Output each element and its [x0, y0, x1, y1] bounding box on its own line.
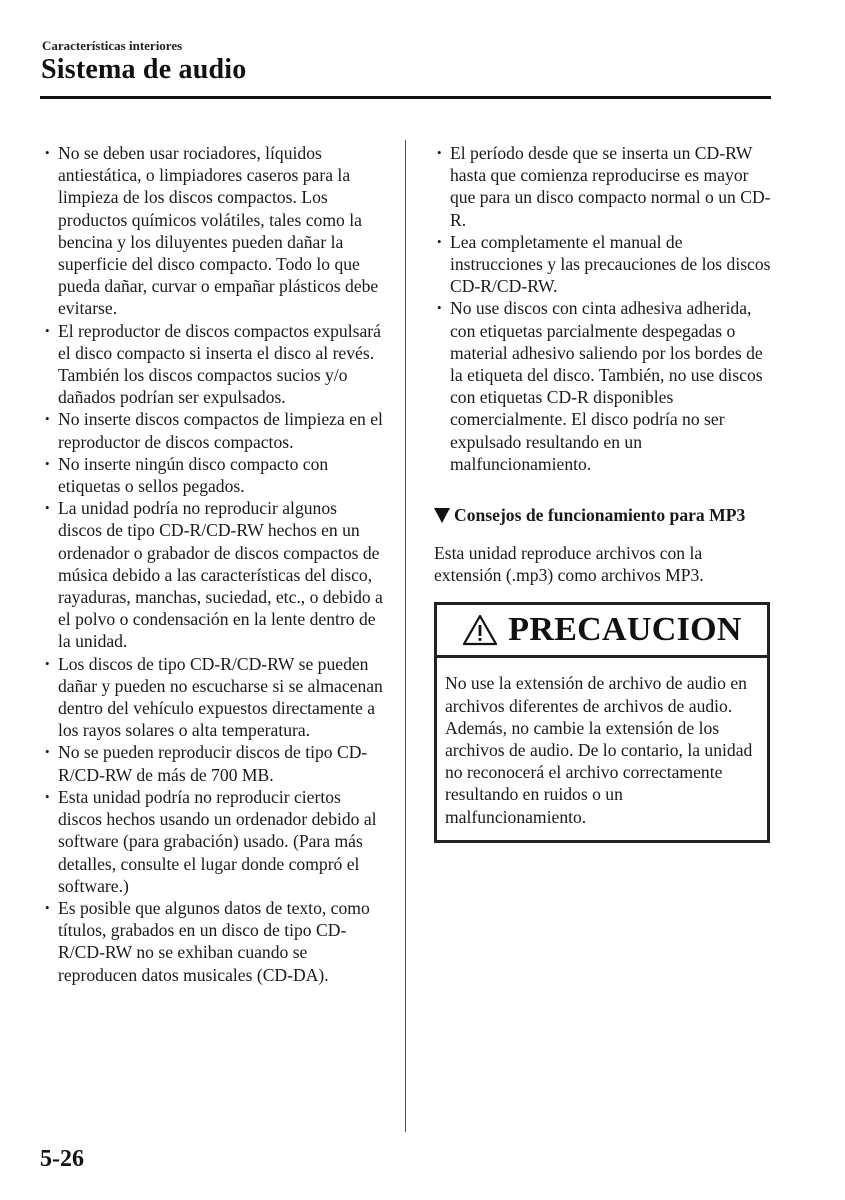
list-item: • El período desde que se inserta un CD-RW hasta que comienza reproducirse es mayor que para un disco compacto normal o un CD-R.	[434, 142, 774, 231]
list-item: • No se deben usar rociadores, líquidos antiestática, o limpiadores caseros para la limpieza de los discos compactos. Los productos químicos volátiles, tales como la bencina y los diluyentes pueden dañar la superficie del disco compacto. Todo lo que pueda dañar, curvar o empañar plásticos debe evitarse.	[42, 142, 384, 320]
section-label: Características interiores	[42, 38, 183, 53]
list-item: • La unidad podría no reproducir algunos discos de tipo CD-R/CD-RW hechos en un ordenador o grabador de discos compactos de música debido a las características del disco, rayaduras, manchas, suciedad, etc., o debido a el polvo o condensación en la lente dentro de la unidad.	[42, 497, 384, 652]
list-item: • Los discos de tipo CD-R/CD-RW se pueden dañar y pueden no escucharse si se almacenan dentro del vehículo expuestos directamente a los rayos solares o alta temperatura.	[42, 653, 384, 742]
list-item: • El reproductor de discos compactos expulsará el disco compacto si inserta el disco al revés. También los discos compactos sucios y/o dañados podrían ser expulsados.	[42, 320, 384, 409]
title-rule	[40, 96, 771, 99]
list-item: • Esta unidad podría no reproducir ciertos discos hechos usando un ordenador debido al software (para grabación) usado. (Para más detalles, consulte el lugar donde compró el software.)	[42, 786, 384, 897]
list-item: • No se pueden reproducir discos de tipo CD-R/CD-RW de más de 700 MB.	[42, 741, 384, 785]
list-item: • No inserte ningún disco compacto con etiquetas o sellos pegados.	[42, 453, 384, 497]
list-item: • No use discos con cinta adhesiva adherida, con etiquetas parcialmente despegadas o material adhesivo saliendo por los bordes de la etiqueta del disco. También, no use discos con etiquetas CD-R disponibles comercialmente. El disco podría no ser expulsado resultando en un malfuncionamiento.	[434, 297, 774, 475]
column-divider	[405, 140, 406, 1132]
right-column	[434, 142, 774, 843]
page-number: 5-26	[40, 1146, 84, 1172]
right-bullet-list	[434, 142, 774, 475]
mp3-subheading	[434, 504, 774, 526]
page-title: Sistema de audio	[41, 54, 247, 85]
warning-triangle-icon	[462, 614, 498, 646]
list-item: • No inserte discos compactos de limpieza en el reproductor de discos compactos.	[42, 408, 384, 452]
list-item: • Es posible que algunos datos de texto, como títulos, grabados en un disco de tipo CD-R/CD-RW no se exhiban cuando se reproducen datos musicales (CD-DA).	[42, 897, 384, 986]
left-column	[42, 142, 384, 986]
subheading-text: Consejos de funcionamiento para MP3	[454, 505, 746, 526]
caution-box	[434, 602, 770, 842]
left-bullet-list	[42, 142, 384, 986]
mp3-paragraph: Esta unidad reproduce archivos con la extensión (.mp3) como archivos MP3.	[434, 543, 704, 586]
caution-body: No use la extensión de archivo de audio en archivos diferentes de archivos de audio. Además, no cambie la extensión de los archivos de audio. De lo contario, la unidad no reconocerá el archivo correctamente resultando en ruidos o un malfuncionamiento.	[445, 673, 753, 827]
caution-title: PRECAUCION	[508, 611, 742, 649]
list-item: • Lea completamente el manual de instrucciones y las precauciones de los discos CD-R/CD-RW.	[434, 231, 774, 298]
caution-header	[437, 605, 767, 658]
down-triangle-icon	[434, 508, 450, 523]
